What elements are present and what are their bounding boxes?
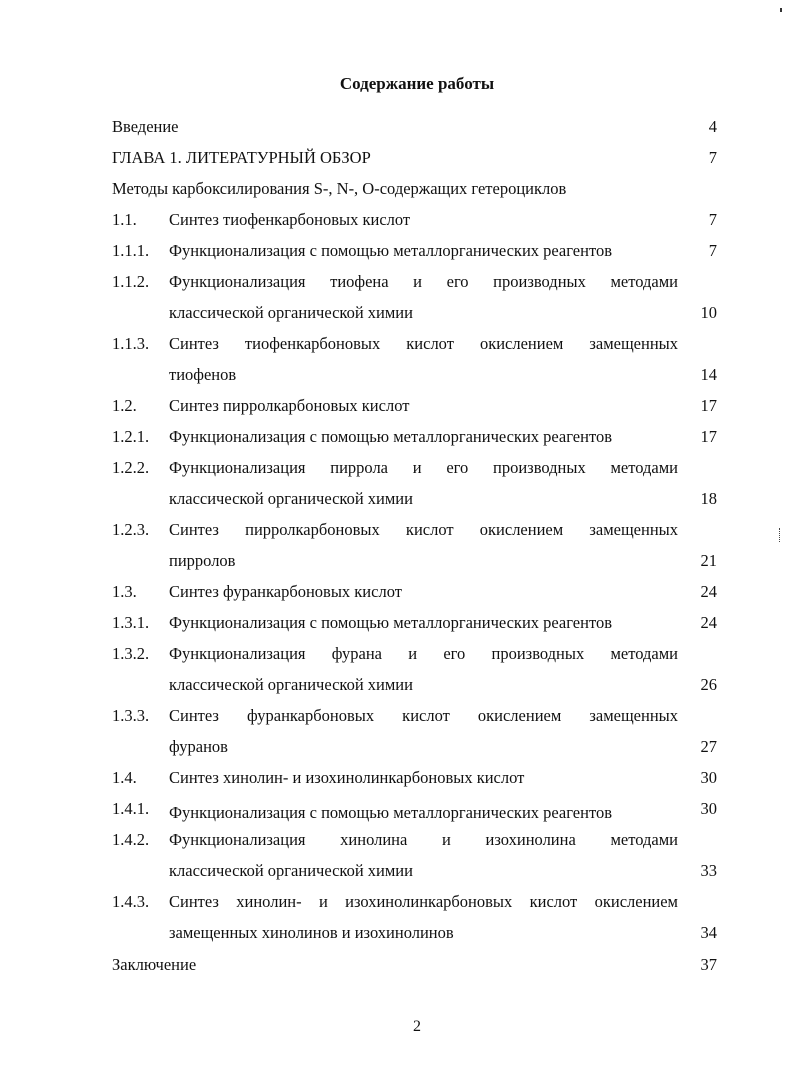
toc-entry-number: 1.2. bbox=[112, 396, 137, 415]
toc-entry-page: 7 bbox=[708, 148, 717, 167]
toc-entry-text-continued: замещенных хинолинов и изохинолинов bbox=[169, 923, 454, 942]
toc-entry-text-continued: классической органической химии bbox=[169, 303, 413, 322]
toc-entry-number: 1.2.2. bbox=[112, 458, 150, 477]
toc-entry-1-3-2 bbox=[112, 642, 717, 666]
toc-entry-text: ГЛАВА 1. ЛИТЕРАТУРНЫЙ ОБЗОР bbox=[112, 148, 371, 167]
toc-entry-text-continued: классической органической химии bbox=[169, 675, 413, 694]
toc-entry-1-4 bbox=[112, 766, 717, 790]
toc-entry-1-1-2 bbox=[112, 270, 717, 294]
toc-entry-text: Функционализация хинолина и изохинолина методами bbox=[169, 830, 678, 849]
toc-entry-page: 10 bbox=[700, 303, 717, 322]
toc-entry-1-1 bbox=[112, 208, 717, 232]
toc-entry-chapter-1 bbox=[112, 146, 717, 170]
scan-margin-mark bbox=[779, 528, 781, 542]
toc-entry-text: Синтез тиофенкарбоновых кислот окислением замещенных bbox=[169, 334, 678, 353]
toc-entry-page: 26 bbox=[700, 675, 717, 694]
toc-entry-number: 1.4. bbox=[112, 768, 137, 787]
toc-entry-text: Синтез тиофенкарбоновых кислот bbox=[169, 210, 411, 229]
toc-entry-text: Введение bbox=[112, 117, 179, 136]
toc-entry-1-3-3-continued bbox=[112, 735, 717, 759]
toc-entry-text: Синтез фуранкарбоновых кислот окислением замещенных bbox=[169, 706, 678, 725]
toc-entry-1-1-1 bbox=[112, 239, 717, 263]
toc-entry-1-2-2-continued bbox=[112, 487, 717, 511]
toc-entry-number: 1.4.2. bbox=[112, 830, 150, 849]
toc-entry-1-4-1 bbox=[112, 797, 717, 821]
toc-entry-page: 17 bbox=[700, 427, 717, 446]
toc-entry-page: 27 bbox=[700, 737, 717, 756]
toc-entry-1-3-3 bbox=[112, 704, 717, 728]
toc-entry-page: 33 bbox=[700, 861, 717, 880]
toc-entry-chapter-subtitle bbox=[112, 177, 717, 201]
toc-entry-text: Заключение bbox=[112, 955, 197, 974]
toc-entry-number: 1.3.1. bbox=[112, 613, 150, 632]
toc-entry-page: 21 bbox=[700, 551, 717, 570]
toc-entry-page: 17 bbox=[700, 396, 717, 415]
toc-entry-1-2-2 bbox=[112, 456, 717, 480]
toc-entry-page: 24 bbox=[700, 582, 717, 601]
toc-entry-text: Синтез фуранкарбоновых кислот bbox=[169, 582, 402, 601]
toc-entry-text: Функционализация с помощью металлорганических реагентов bbox=[169, 803, 612, 822]
toc-entry-1-2-1 bbox=[112, 425, 717, 449]
toc-entry-number: 1.3. bbox=[112, 582, 137, 601]
toc-entry-1-1-3 bbox=[112, 332, 717, 356]
toc-entry-number: 1.1.1. bbox=[112, 241, 150, 260]
toc-entry-1-3-2-continued bbox=[112, 673, 717, 697]
toc-entry-page: 7 bbox=[708, 210, 717, 229]
toc-entry-text: Синтез пирролкарбоновых кислот окислением замещенных bbox=[169, 520, 678, 539]
toc-entry-page: 18 bbox=[700, 489, 717, 508]
toc-entry-text: Синтез пирролкарбоновых кислот bbox=[169, 396, 410, 415]
toc-entry-number: 1.1.3. bbox=[112, 334, 150, 353]
toc-entry-text-continued: классической органической химии bbox=[169, 861, 413, 880]
toc-entry-text-continued: пирролов bbox=[169, 551, 236, 570]
toc-entry-text: Функционализация с помощью металлорганических реагентов bbox=[169, 613, 612, 632]
page-number: 2 bbox=[413, 1018, 421, 1035]
toc-entry-page: 24 bbox=[700, 613, 717, 632]
toc-entry-conclusion bbox=[112, 953, 717, 977]
toc-entry-text: Синтез хинолин- и изохинолинкарбоновых кислот окислением bbox=[169, 892, 678, 911]
toc-entry-1-4-3 bbox=[112, 890, 717, 914]
toc-entry-text: Функционализация с помощью металлорганических реагентов bbox=[169, 427, 612, 446]
toc-entry-1-2-3 bbox=[112, 518, 717, 542]
toc-entry-page: 30 bbox=[700, 768, 717, 787]
toc-entry-1-3-1 bbox=[112, 611, 717, 635]
toc-entry-text: Методы карбоксилирования S-, N-, O-содержащих гетероциклов bbox=[112, 179, 567, 198]
toc-entry-1-2 bbox=[112, 394, 717, 418]
toc-entry-text-continued: фуранов bbox=[169, 737, 228, 756]
toc-entry-number: 1.3.2. bbox=[112, 644, 150, 663]
toc-entry-text: Функционализация тиофена и его производных методами bbox=[169, 272, 678, 291]
toc-entry-1-3 bbox=[112, 580, 717, 604]
toc-entry-1-1-3-continued bbox=[112, 363, 717, 387]
toc-entry-number: 1.2.1. bbox=[112, 427, 150, 446]
toc-entry-page: 37 bbox=[700, 955, 717, 974]
toc-entry-page: 14 bbox=[700, 365, 717, 384]
toc-entry-1-2-3-continued bbox=[112, 549, 717, 573]
toc-entry-text: Синтез хинолин- и изохинолинкарбоновых кислот bbox=[169, 768, 525, 787]
toc-entry-number: 1.4.1. bbox=[112, 799, 150, 818]
toc-entry-introduction bbox=[112, 115, 717, 139]
toc-entry-page: 7 bbox=[708, 241, 717, 260]
toc-entry-number: 1.1.2. bbox=[112, 272, 150, 291]
toc-entry-number: 1.2.3. bbox=[112, 520, 150, 539]
toc-entry-1-4-2 bbox=[112, 828, 717, 852]
toc-entry-number: 1.1. bbox=[112, 210, 137, 229]
toc-entry-1-4-3-continued bbox=[112, 921, 717, 945]
toc-entry-page: 4 bbox=[708, 117, 717, 136]
toc-entry-page: 34 bbox=[700, 923, 717, 942]
toc-entry-page: 30 bbox=[700, 799, 717, 818]
page-title: Содержание работы bbox=[339, 74, 495, 93]
toc-entry-text: Функционализация пиррола и его производных методами bbox=[169, 458, 678, 477]
toc-entry-text-continued: тиофенов bbox=[169, 365, 237, 384]
toc-entry-text: Функционализация фурана и его производных методами bbox=[169, 644, 678, 663]
toc-entry-1-4-2-continued bbox=[112, 859, 717, 883]
toc-entry-number: 1.3.3. bbox=[112, 706, 150, 725]
toc-entry-text-continued: классической органической химии bbox=[169, 489, 413, 508]
toc-entry-number: 1.4.3. bbox=[112, 892, 150, 911]
toc-entry-1-1-2-continued bbox=[112, 301, 717, 325]
toc-entry-text: Функционализация с помощью металлорганических реагентов bbox=[169, 241, 612, 260]
